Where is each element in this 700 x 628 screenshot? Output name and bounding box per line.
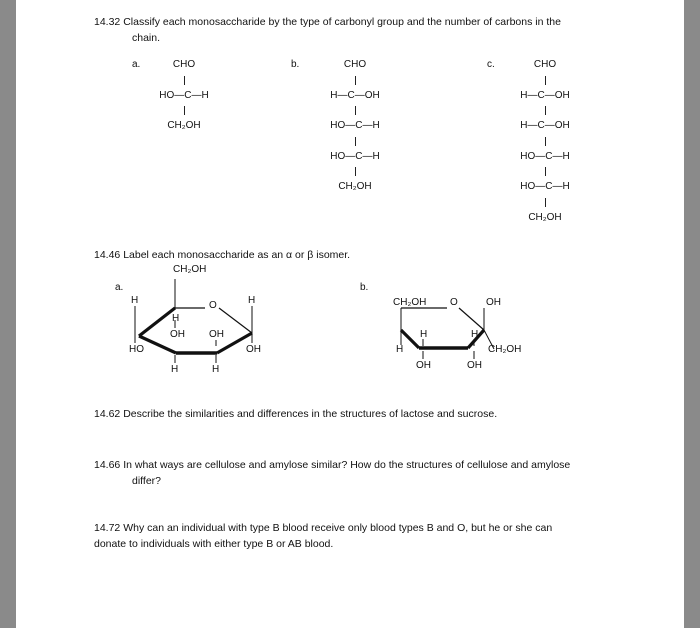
part-label: a.	[115, 282, 124, 293]
substituent-label: H	[396, 344, 404, 355]
ch2oh-label: CH₂OH	[173, 264, 207, 275]
substituent-label: OH	[416, 360, 431, 371]
haworth-ring-a	[135, 279, 252, 363]
part-label: b.	[291, 59, 300, 70]
substituent-label: OH	[170, 329, 185, 340]
part-label: a.	[132, 59, 141, 70]
ring-oxygen-label: O	[209, 300, 217, 311]
substituent-label: H	[212, 364, 220, 375]
substituent-label: OH	[467, 360, 482, 371]
substituent-label: H	[131, 295, 139, 306]
formula-line: HO—C—H	[520, 150, 570, 162]
question-number: 14.62	[94, 408, 121, 420]
formula-line: H—C—OH	[520, 120, 570, 131]
ch2oh-label: CH₂OH	[488, 344, 522, 355]
ring-oxygen-label: O	[450, 297, 458, 308]
substituent-label: H	[172, 313, 180, 324]
formula-line: H—C—OH	[330, 89, 380, 101]
question-text: Why can an individual with type B blood receive only blood types B and O, but he or she can	[123, 522, 553, 534]
formula-line: CH₂OH	[528, 211, 562, 223]
question-text-continued: donate to individuals with either type B or AB blood.	[94, 538, 334, 550]
formula-line: HO—C—H	[520, 181, 570, 192]
question-text-continued: chain.	[132, 32, 161, 44]
substituent-label: OH	[209, 329, 224, 340]
formula-line: CHO	[533, 59, 557, 70]
formula-line: HO—C—H	[330, 120, 380, 131]
formula-line: CHO	[172, 59, 196, 70]
formula-line: HO—C—H	[330, 150, 380, 162]
substituent-label: H	[471, 329, 479, 340]
question-number: 14.66	[94, 459, 121, 471]
substituent-label: HO	[129, 344, 144, 355]
ch2oh-label: CH₂OH	[393, 297, 427, 308]
question-text: In what ways are cellulose and amylose similar? How do the structures of cellulose and amylose	[123, 459, 571, 471]
part-label: c.	[487, 59, 495, 70]
question-14-62	[94, 406, 497, 422]
question-14-72	[94, 520, 552, 536]
question-14-66	[94, 457, 570, 473]
worksheet-page	[16, 0, 684, 628]
substituent-label: H	[171, 364, 179, 375]
question-text: Classify each monosaccharide by the type of carbonyl group and the number of carbons in the	[123, 16, 561, 28]
question-number: 14.72	[94, 522, 121, 534]
question-number: 14.32	[94, 16, 121, 28]
formula-line: H—C—OH	[520, 89, 570, 101]
formula-line: CH₂OH	[338, 181, 372, 192]
formula-line: CH₂OH	[167, 120, 201, 131]
haworth-ring-b	[401, 308, 494, 359]
formula-line: HO—C—H	[159, 89, 209, 101]
question-text: Label each monosaccharide as an α or β isomer.	[123, 249, 351, 261]
question-text: Describe the similarities and differences in the structures of lactose and sucrose.	[123, 408, 498, 420]
substituent-label: H	[420, 329, 428, 340]
substituent-label: OH	[486, 297, 501, 308]
question-number: 14.46	[94, 249, 121, 261]
substituent-label: H	[248, 295, 256, 306]
part-label: b.	[360, 282, 369, 293]
substituent-label: OH	[246, 344, 261, 355]
formula-line: CHO	[343, 59, 367, 70]
question-text-continued: differ?	[132, 475, 161, 487]
